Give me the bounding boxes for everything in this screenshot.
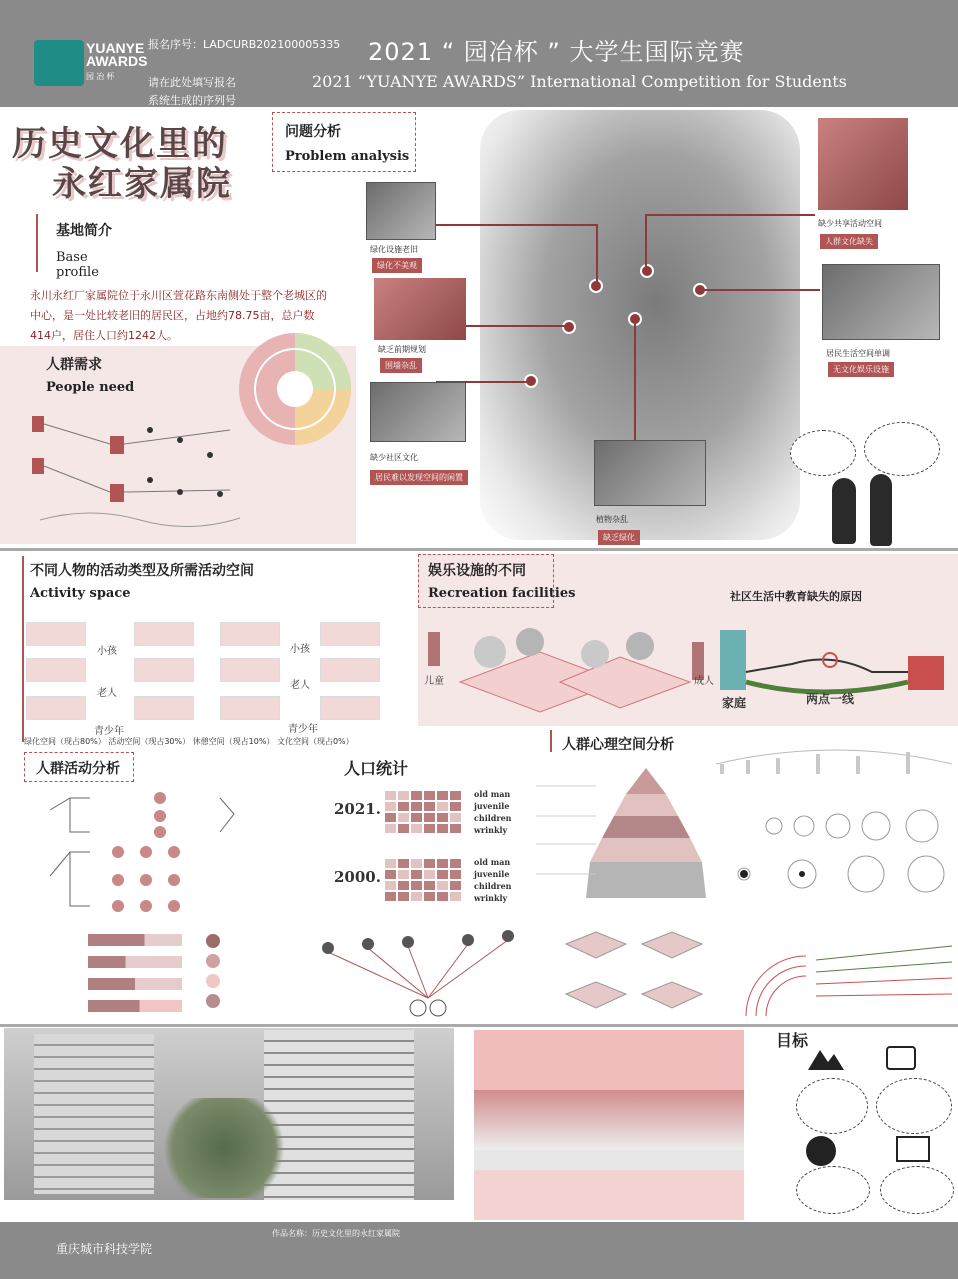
problem-tag: 绿化不美观	[372, 258, 422, 273]
population-grid-2000	[384, 858, 468, 902]
connector-line	[645, 214, 647, 270]
activity-thumb	[320, 658, 380, 682]
activity-thumb	[134, 658, 194, 682]
activity-thumb	[220, 658, 280, 682]
activity-label: 老人	[97, 688, 117, 699]
problem-heading-en: Problem analysis	[285, 149, 410, 164]
connector-line	[645, 214, 815, 216]
logo-line1: YUANYE	[86, 40, 145, 56]
problem-photo	[822, 264, 940, 340]
problem-photo	[370, 382, 466, 442]
need-icon	[110, 436, 124, 454]
note-line1: 请在此处填写报名	[148, 76, 236, 89]
courtyard-rendering	[474, 1030, 744, 1220]
speech-bubble	[864, 422, 940, 476]
connector-line	[634, 320, 636, 440]
problem-heading-cn: 问题分析	[285, 124, 341, 140]
connector-line	[700, 289, 820, 291]
need-icon	[32, 458, 44, 474]
problem-caption: 缺少共享活动空间	[818, 219, 882, 228]
activity-thumb	[220, 622, 280, 646]
person-silhouette-icon	[870, 474, 892, 546]
activity-heading-cn: 不同人物的活动类型及所需活动空间	[30, 563, 254, 579]
competition-title-cn: 2021 “ 园冶杯 ” 大学生国际竞赛	[368, 38, 745, 66]
cheers-icon	[806, 1136, 836, 1166]
activity-thumb	[26, 622, 86, 646]
logo-line2: AWARDS	[86, 53, 148, 69]
section-divider	[0, 548, 958, 551]
section-divider	[0, 1024, 958, 1027]
problem-caption: 植物杂乱	[596, 515, 628, 524]
reg-number: 报名序号：LADCURB202100005335	[148, 38, 341, 51]
computer-icon	[896, 1136, 930, 1162]
child-label: 儿童	[424, 676, 444, 687]
connector-line	[436, 224, 596, 226]
person-silhouette-icon	[832, 478, 856, 544]
yuanye-logo-icon	[34, 40, 84, 86]
activity-thumb	[26, 696, 86, 720]
problem-heading-box	[272, 112, 416, 172]
activity-label: 老人	[290, 680, 310, 691]
activity-heading-en: Activity space	[30, 586, 131, 601]
activity-thumb	[320, 622, 380, 646]
problem-caption: 绿化设施老旧	[370, 245, 418, 254]
book-icon	[886, 1046, 916, 1070]
goal-heading: 目标	[776, 1031, 809, 1050]
activity-thumb	[134, 696, 194, 720]
psych-pyramid	[536, 764, 706, 904]
problem-caption: 缺乏前期规划	[378, 345, 426, 354]
need-icon	[110, 484, 124, 502]
asset-analysis-sketches	[556, 914, 706, 1024]
crowd-bar-legend	[206, 934, 220, 1008]
activity-legend: 绿化空间（现占80%） 活动空间（现占30%） 休憩空间（现占10%） 文化空间（现占0%）	[24, 737, 354, 746]
problem-tag: 无文化娱乐设施	[828, 362, 894, 377]
population-heading: 人口统计	[344, 759, 409, 778]
radial-needs-chart	[236, 330, 354, 448]
education-subtitle: 社区生活中教育缺失的原因	[730, 590, 862, 603]
logo-text	[86, 42, 147, 83]
people-need-en: People need	[46, 380, 135, 395]
year-2000: 2000.	[334, 868, 381, 886]
crowd-heading-cn: 人群活动分析	[36, 761, 120, 777]
recreation-heading-cn: 娱乐设施的不同	[428, 563, 526, 579]
activity-thumb	[26, 658, 86, 682]
header-bar	[0, 0, 958, 107]
logo-cn: 园 冶 杯	[86, 72, 115, 81]
activity-thumb	[320, 696, 380, 720]
base-heading-en: Base profile	[56, 250, 99, 280]
two-points-label: 两点一线	[806, 692, 855, 706]
connector-line	[596, 224, 598, 284]
mountain-icon	[806, 1044, 846, 1070]
activity-thumb	[220, 696, 280, 720]
population-mobility-diagram	[308, 928, 528, 1020]
base-description: 永川永红厂家属院位于永川区萱花路东南侧处于整个老城区的中心，是一处比较老旧的居民区，占地约78.75亩，总户数414户，居住人口约1242人。	[30, 289, 327, 342]
crowd-bar-chart	[88, 934, 182, 1012]
problem-photo	[374, 278, 466, 340]
goal-bubble	[796, 1078, 868, 1134]
need-icon	[32, 416, 44, 432]
problem-tag: 围墙杂乱	[380, 358, 422, 373]
problem-tag: 居民难以发现空间的闲置	[370, 470, 468, 485]
work-title: 作品名称：历史文化里的永红家属院	[272, 1229, 400, 1238]
goal-bubble	[796, 1166, 870, 1214]
speech-bubble	[790, 430, 856, 476]
activity-label: 小孩	[290, 644, 310, 655]
crowd-tree-diagram	[20, 788, 310, 924]
main-title-line1: 历史文化里的	[12, 124, 228, 164]
activity-label: 青少年	[94, 726, 124, 737]
goal-bubble	[876, 1078, 952, 1134]
population-legend-2000: old man juvenile children wrinkly	[474, 857, 512, 903]
home-label: 家庭	[722, 696, 747, 710]
school-name: 重庆城市科技学院	[56, 1242, 153, 1256]
goal-bubble	[880, 1166, 954, 1214]
connector-line	[466, 325, 566, 327]
base-heading-box	[36, 214, 132, 280]
year-2021: 2021.	[334, 800, 381, 818]
recreation-illustration	[420, 612, 710, 722]
street-rendering	[4, 1028, 454, 1200]
recreation-heading-en: Recreation facilities	[428, 586, 576, 601]
population-grid-2021	[384, 790, 468, 834]
problem-tag: 缺乏绿化	[598, 530, 640, 545]
main-title-line2: 永红家属院	[52, 164, 232, 204]
competition-title-en: 2021 “YUANYE AWARDS” International Competition for Students	[312, 72, 847, 91]
activity-label: 青少年	[288, 724, 318, 735]
problem-photo	[818, 118, 908, 210]
population-legend-2021: old man juvenile children wrinkly	[474, 789, 512, 835]
problem-tag: 人群文化缺失	[820, 234, 878, 249]
problem-photo	[594, 440, 706, 506]
problem-caption: 居民生活空间单调	[826, 349, 890, 358]
problem-pin	[562, 320, 576, 334]
psych-heading-cn: 人群心理空间分析	[562, 737, 674, 753]
problem-photo	[366, 182, 436, 240]
activity-label: 小孩	[97, 646, 117, 657]
people-need-diagram	[0, 400, 250, 550]
base-heading-cn: 基地简介	[56, 223, 112, 239]
adult-label: 成人	[694, 676, 714, 687]
problem-pin	[640, 264, 654, 278]
psych-dot-diagrams	[716, 740, 952, 1020]
people-need-cn: 人群需求	[46, 357, 102, 373]
activity-thumb	[134, 622, 194, 646]
problem-caption: 缺少社区文化	[370, 453, 418, 462]
note-line2: 系统生成的序列号	[148, 94, 236, 107]
